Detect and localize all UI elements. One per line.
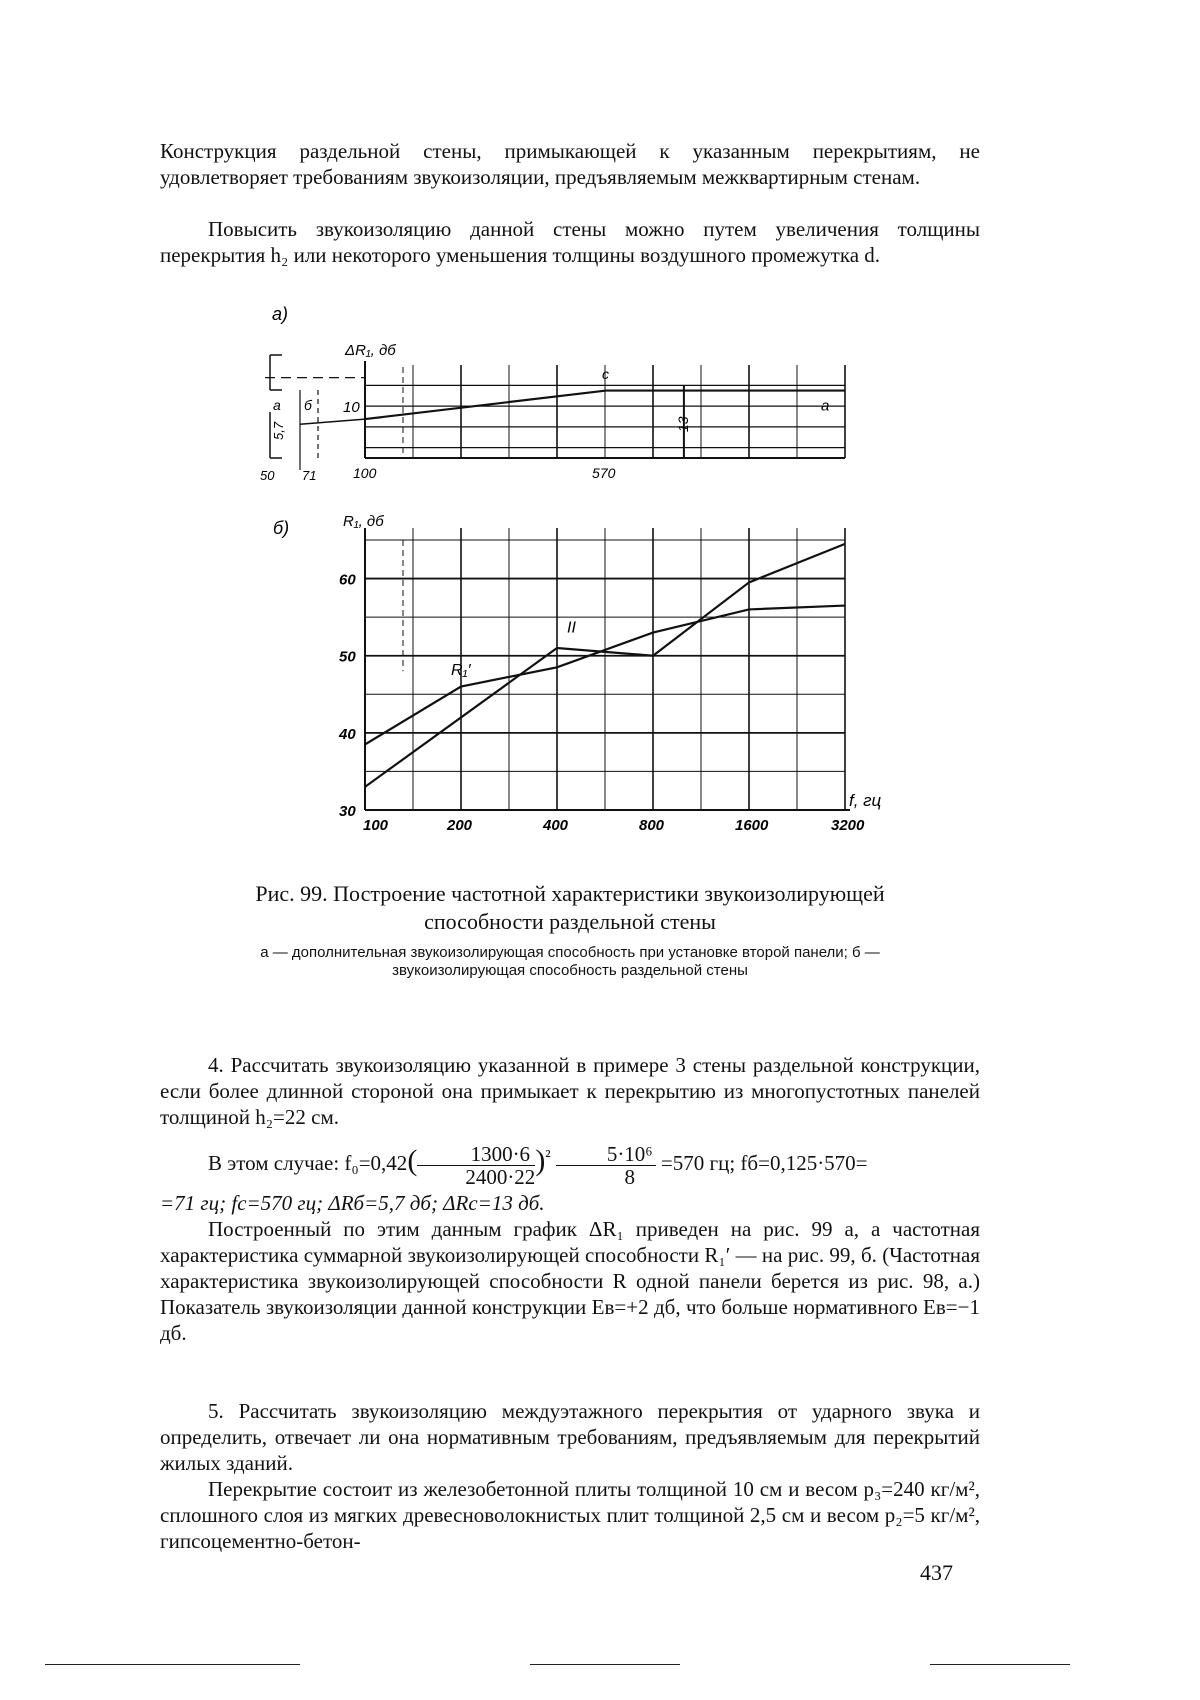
paragraph-5: Построенный по этим данным график ΔR₁ приведен на рис. 99 а, а частотная характеристика суммарной звукоизолирующей способности R₁′ — на рис. 99, б. (Частотная характеристика звукоизолирующей способности R одной панели берется из рис. 98, а.) Показатель звукоизоляции данной конструкции Eв=+2 дб, что больше нормативного Eв=−1 дб. [160,1217,980,1345]
x-tick-label: 200 [447,817,473,834]
figure-caption [220,880,920,980]
formula-exponent: ² [545,1146,551,1166]
x-tick-label: 3200 [831,817,865,834]
y-tick-label: 10 [343,399,360,417]
x-tick-label: 570 [592,465,616,481]
caption-title: Рис. 99. Построение частотной характеристики звукоизолирующей способности раздельной стены [255,881,885,934]
left-label-b: б [304,397,312,413]
y-tick-label: 40 [339,725,356,743]
paragraph-3: 4. Рассчитать звукоизоляцию указанной в примере 3 стены раздельной конструкции, если более длинной стороной она примыкает к перекрытию из многопустотных панелей толщиной h₂=22 см. [160,1053,980,1129]
y-tick-label: 50 [339,648,356,666]
footer-rule-left [45,1664,300,1665]
paragraph-1: Конструкция раздельной стены, примыкающей к указанным перекрытиям, не удовлетворяет требованиям звукоизоляции, предъявляемым межквартирным стенам. [160,139,980,189]
formula-line: В этом случае: f₀=0,42( $\frac{1300\cdot 6}{2400\cdot 22}$ )$^{^2}$ $\frac{\text{5·10⁶}}{8}$ =570 гц; fб=0,125·570= [208,1141,868,1189]
caption-legend: а — дополнительная звукоизолирующая способность при установке второй панели; б — звукоизолирующая способность раздельной стены [260,944,880,979]
footer-rule-right [930,1664,1070,1665]
fraction-2-denominator: 8 [624,1164,635,1189]
formula-continuation: =71 гц; fс=570 гц; ΔRб=5,7 дб; ΔRс=13 дб. [160,1191,545,1215]
left-label-57: 5,7 [271,421,286,440]
left-label-71: 71 [302,468,317,483]
fraction-1-numerator: 1300·6 [417,1143,535,1166]
y-axis-label: R₁, дб [343,513,384,530]
x-tick-label: 400 [543,817,569,834]
bracket-top [270,355,282,390]
footer-rule-center [530,1664,680,1665]
x-axis-label: f, гц [849,791,882,810]
x-tick-label: 800 [639,817,665,834]
series-label-ii: II [567,619,576,637]
x-tick-label: 1600 [735,817,769,834]
chart-a [260,304,845,483]
left-label-a: а [273,397,281,413]
x-tick-label: 100 [353,465,377,481]
curve-label-c: с [602,366,610,382]
formula-start: В этом случае: f₀=0,42 [208,1151,408,1175]
fraction-2-numerator: 5·10⁶ [556,1143,656,1166]
paragraph-7: Перекрытие состоит из железобетонной плиты толщиной 10 см и весом p₃=240 кг/м², сплошного слоя из мягких древесноволокнистых плит толщиной 2,5 см и весом p₂=5 кг/м², гипсоцементно-бетон- [160,1477,980,1553]
series-label-r1: R₁′ [451,661,471,679]
paragraph-6: 5. Рассчитать звукоизоляцию междуэтажного перекрытия от ударного звука и определить, отвечает ли она нормативным требованиям, предъявляемым для перекрытий жилых зданий. [160,1399,980,1475]
y-axis-label: ΔR₁, дб [345,342,396,359]
figure-99 [0,304,1200,850]
fraction-2 [556,1143,656,1188]
y-tick-label: 60 [339,571,356,589]
page-number: 437 [920,1560,953,1585]
y-tick-label: 30 [339,803,356,820]
fraction-1-denominator: 2400·22 [465,1164,536,1189]
panel-label-a: а) [272,304,289,324]
fraction-1 [417,1143,535,1188]
panel-label-b: б) [273,518,290,538]
chart-b [273,513,882,834]
left-label-50: 50 [260,468,275,483]
dimension-label-13: 13 [674,416,691,433]
formula-end: =570 гц; fб=0,125·570= [660,1151,868,1175]
x-tick-label: 100 [363,817,389,834]
line-label-a: а [821,397,830,415]
line-extension [300,419,365,424]
paragraph-2: Повысить звукоизоляцию данной стены можно путем увеличения толщины перекрытия h₂ или некоторого уменьшения толщины воздушного промежутка d. [160,217,980,267]
